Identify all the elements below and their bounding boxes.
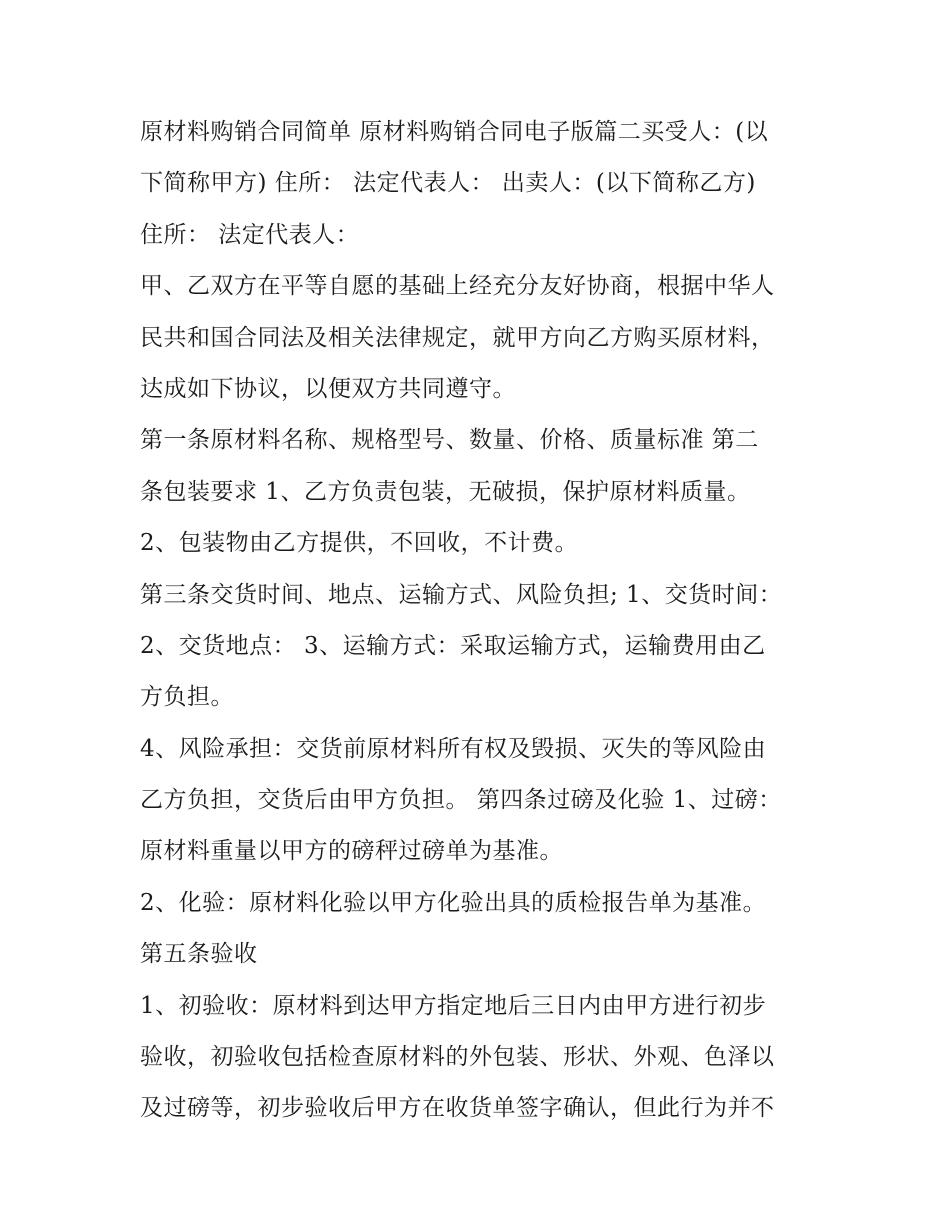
text-line: 下简称甲方) 住所： 法定代表人： 出卖人：(以下简称乙方) (140, 170, 756, 197)
text-line: 4、风险承担：交货前原材料所有权及毁损、灭失的等风险由 (140, 735, 767, 762)
text-line: 2、化验：原材料化验以甲方化验出具的质检报告单为基准。 (140, 889, 767, 916)
text-line: 及过磅等，初步验收后甲方在收货单签字确认，但此行为并不 (140, 1095, 775, 1122)
text-line: 验收，初验收包括检查原材料的外包装、形状、外观、色泽以 (140, 1044, 775, 1071)
text-line: 乙方负担，交货后由甲方负担。 第四条过磅及化验 1、过磅： (140, 787, 782, 814)
contract-body (140, 107, 830, 1135)
text-line: 原材料购销合同简单 原材料购销合同电子版篇二买受人：(以 (140, 119, 769, 145)
text-line: 第一条原材料名称、规格型号、数量、价格、质量标准 第二 (140, 427, 759, 454)
text-line: 原材料重量以甲方的磅秤过磅单为基准。 (140, 838, 563, 865)
text-line: 1、初验收：原材料到达甲方指定地后三日内由甲方进行初步 (140, 992, 767, 1019)
text-line: 住所： 法定代表人： (140, 221, 360, 248)
text-line: 条包装要求 1、乙方负责包装，无破损，保护原材料质量。 (140, 478, 751, 505)
text-line: 2、包装物由乙方提供，不回收，不计费。 (140, 530, 579, 557)
text-line: 方负担。 (140, 684, 234, 711)
text-line: 民共和国合同法及相关法律规定，就甲方向乙方购买原材料， (140, 324, 775, 351)
text-line: 第五条验收 (140, 941, 258, 968)
text-line: 第三条交货时间、地点、运输方式、风险负担; 1、交货时间： (140, 581, 783, 608)
text-line: 2、交货地点： 3、运输方式：采取运输方式，运输费用由乙 (140, 632, 766, 659)
text-line: 甲、乙双方在平等自愿的基础上经充分友好协商，根据中华人 (140, 273, 775, 300)
text-line: 达成如下协议，以便双方共同遵守。 (140, 375, 516, 402)
